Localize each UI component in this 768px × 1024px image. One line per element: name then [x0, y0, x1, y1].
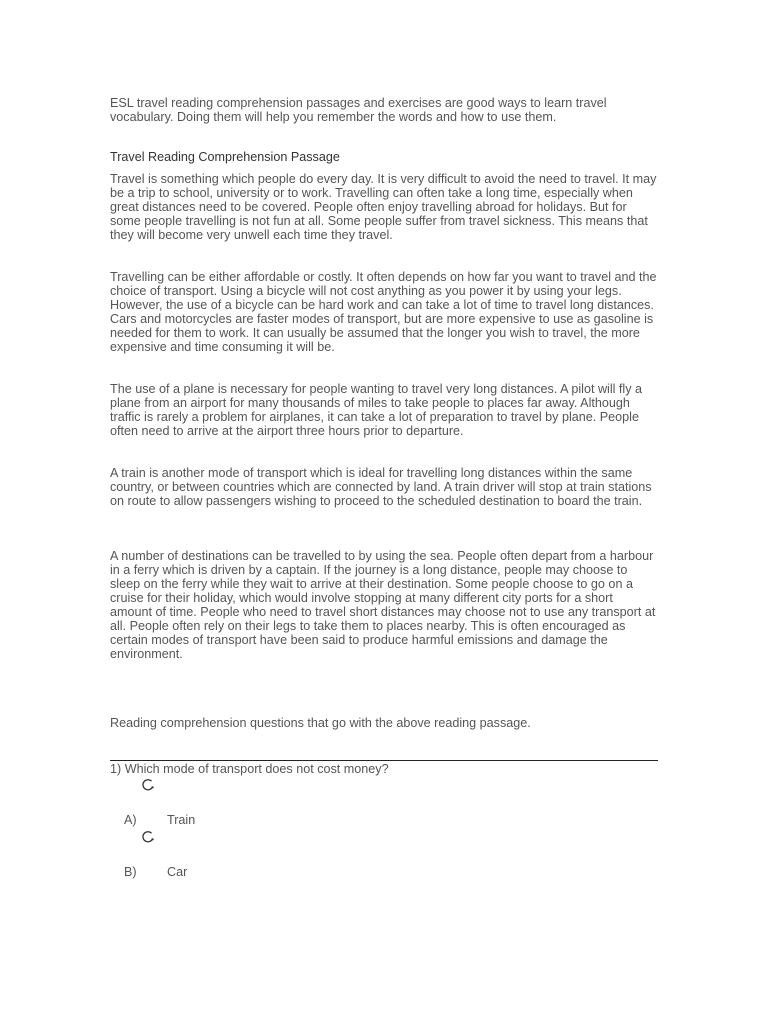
passage-paragraph-4: A train is another mode of transport which is ideal for travelling long distances within the same country, or between countries which are connected by land. A train driver will stop at train stations on route to allow passengers wishing to proceed to the scheduled destination to board the train.: [110, 466, 652, 508]
passage-paragraph-5: A number of destinations can be travelled to by using the sea. People often depart from a harbour in a ferry which is driven by a captain. If the journey is a long distance, people may choose to sleep on the ferry while they wait to arrive at their destination. Some people choose to go on a cruise for their holiday, which would involve stopping at many different city ports for a short amount of time. People who need to travel short distances may choose not to use any transport at all. People often rely on their legs to take them to places nearby. This is often encouraged as certain modes of transport have been said to produce harmful emissions and damage the environment.: [110, 549, 656, 661]
questions-intro: Reading comprehension questions that go with the above reading passage.: [110, 716, 531, 730]
option-b-letter: B): [124, 865, 137, 879]
radio-icon[interactable]: [141, 830, 155, 844]
passage-paragraph-2: Travelling can be either affordable or costly. It often depends on how far you want to travel and the choice of transport. Using a bicycle will not cost anything as you power it by using your legs. However, the use of a bicycle can be hard work and can take a lot of time to travel long distances. Cars and motorcycles are faster modes of transport, but are more expensive to use as gasoline is needed for them to work. It can usually be assumed that the longer you wish to travel, the more expensive and time consuming it will be.: [110, 270, 657, 354]
intro-text: ESL travel reading comprehension passages and exercises are good ways to learn travel vocabulary. Doing them will help you remember the words and how to use them.: [110, 96, 607, 124]
option-b-label: Car: [167, 865, 188, 879]
passage-paragraph-3: The use of a plane is necessary for people wanting to travel very long distances. A pilot will fly a plane from an airport for many thousands of miles to take people to places far away. Although traffic is rarely a problem for airplanes, it can take a lot of preparation to travel by plane. People often need to arrive at the airport three hours prior to departure.: [110, 382, 643, 438]
question-1: 1) Which mode of transport does not cost money?: [110, 762, 389, 776]
passage-heading: Travel Reading Comprehension Passage: [110, 150, 340, 164]
option-a-letter: A): [124, 813, 137, 827]
passage-paragraph-1: Travel is something which people do every day. It is very difficult to avoid the need to travel. It may be a trip to school, university or to work. Travelling can often take a long time, especially when great distances need to be covered. People often enjoy travelling abroad for holidays. But for some people travelling is not fun at all. Some people suffer from travel sickness. This means that they will become very unwell each time they travel.: [110, 172, 657, 242]
option-a-label: Train: [167, 813, 196, 827]
divider: [110, 760, 658, 761]
radio-icon[interactable]: [141, 778, 155, 792]
